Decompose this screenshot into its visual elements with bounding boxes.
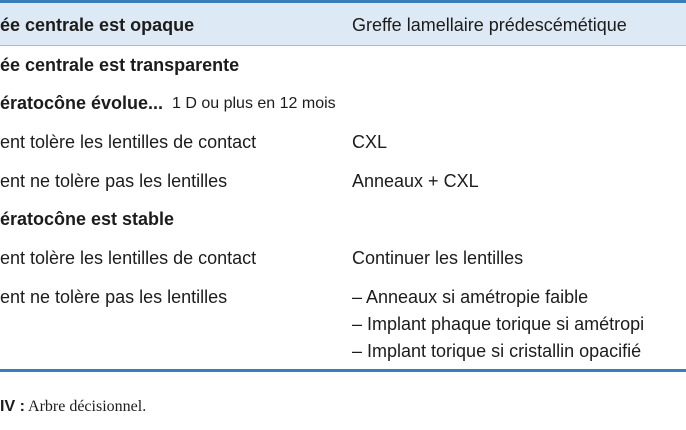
row-value-opaque: Greffe lamellaire prédescémétique: [352, 15, 627, 35]
row-label-tolerates-1: ent tolère les lentilles de contact: [0, 132, 257, 152]
row-label-opaque: ée centrale est opaque: [0, 15, 195, 35]
row-value-option-3: – Implant torique si cristallin opacifié: [352, 341, 642, 361]
caption-text: Arbre décisionnel.: [28, 398, 147, 415]
row-note-evolving: 1 D ou plus en 12 mois: [172, 95, 336, 112]
row-label-transparent: ée centrale est transparente: [0, 55, 240, 75]
row-value-continue: Continuer les lentilles: [352, 248, 524, 268]
row-value-option-2: – Implant phaque torique si amétropi: [352, 314, 645, 334]
row-value-option-1: – Anneaux si amétropie faible: [352, 287, 589, 307]
caption-label: IV :: [0, 398, 25, 415]
row-value-rings-cxl: Anneaux + CXL: [352, 171, 479, 191]
row-label-not-tolerates-1: ent ne tolère pas les lentilles: [0, 171, 228, 191]
row-label-tolerates-2: ent tolère les lentilles de contact: [0, 248, 257, 268]
row-label-stable: ératocône est stable: [0, 209, 175, 229]
row-label-not-tolerates-2: ent ne tolère pas les lentilles: [0, 287, 228, 307]
row-label-evolving: ératocône évolue...: [0, 93, 164, 113]
row-value-cxl: CXL: [352, 132, 388, 152]
figure-caption: [0, 396, 146, 418]
table-bottom-rule: [0, 369, 686, 372]
table-header-divider: [0, 45, 686, 46]
